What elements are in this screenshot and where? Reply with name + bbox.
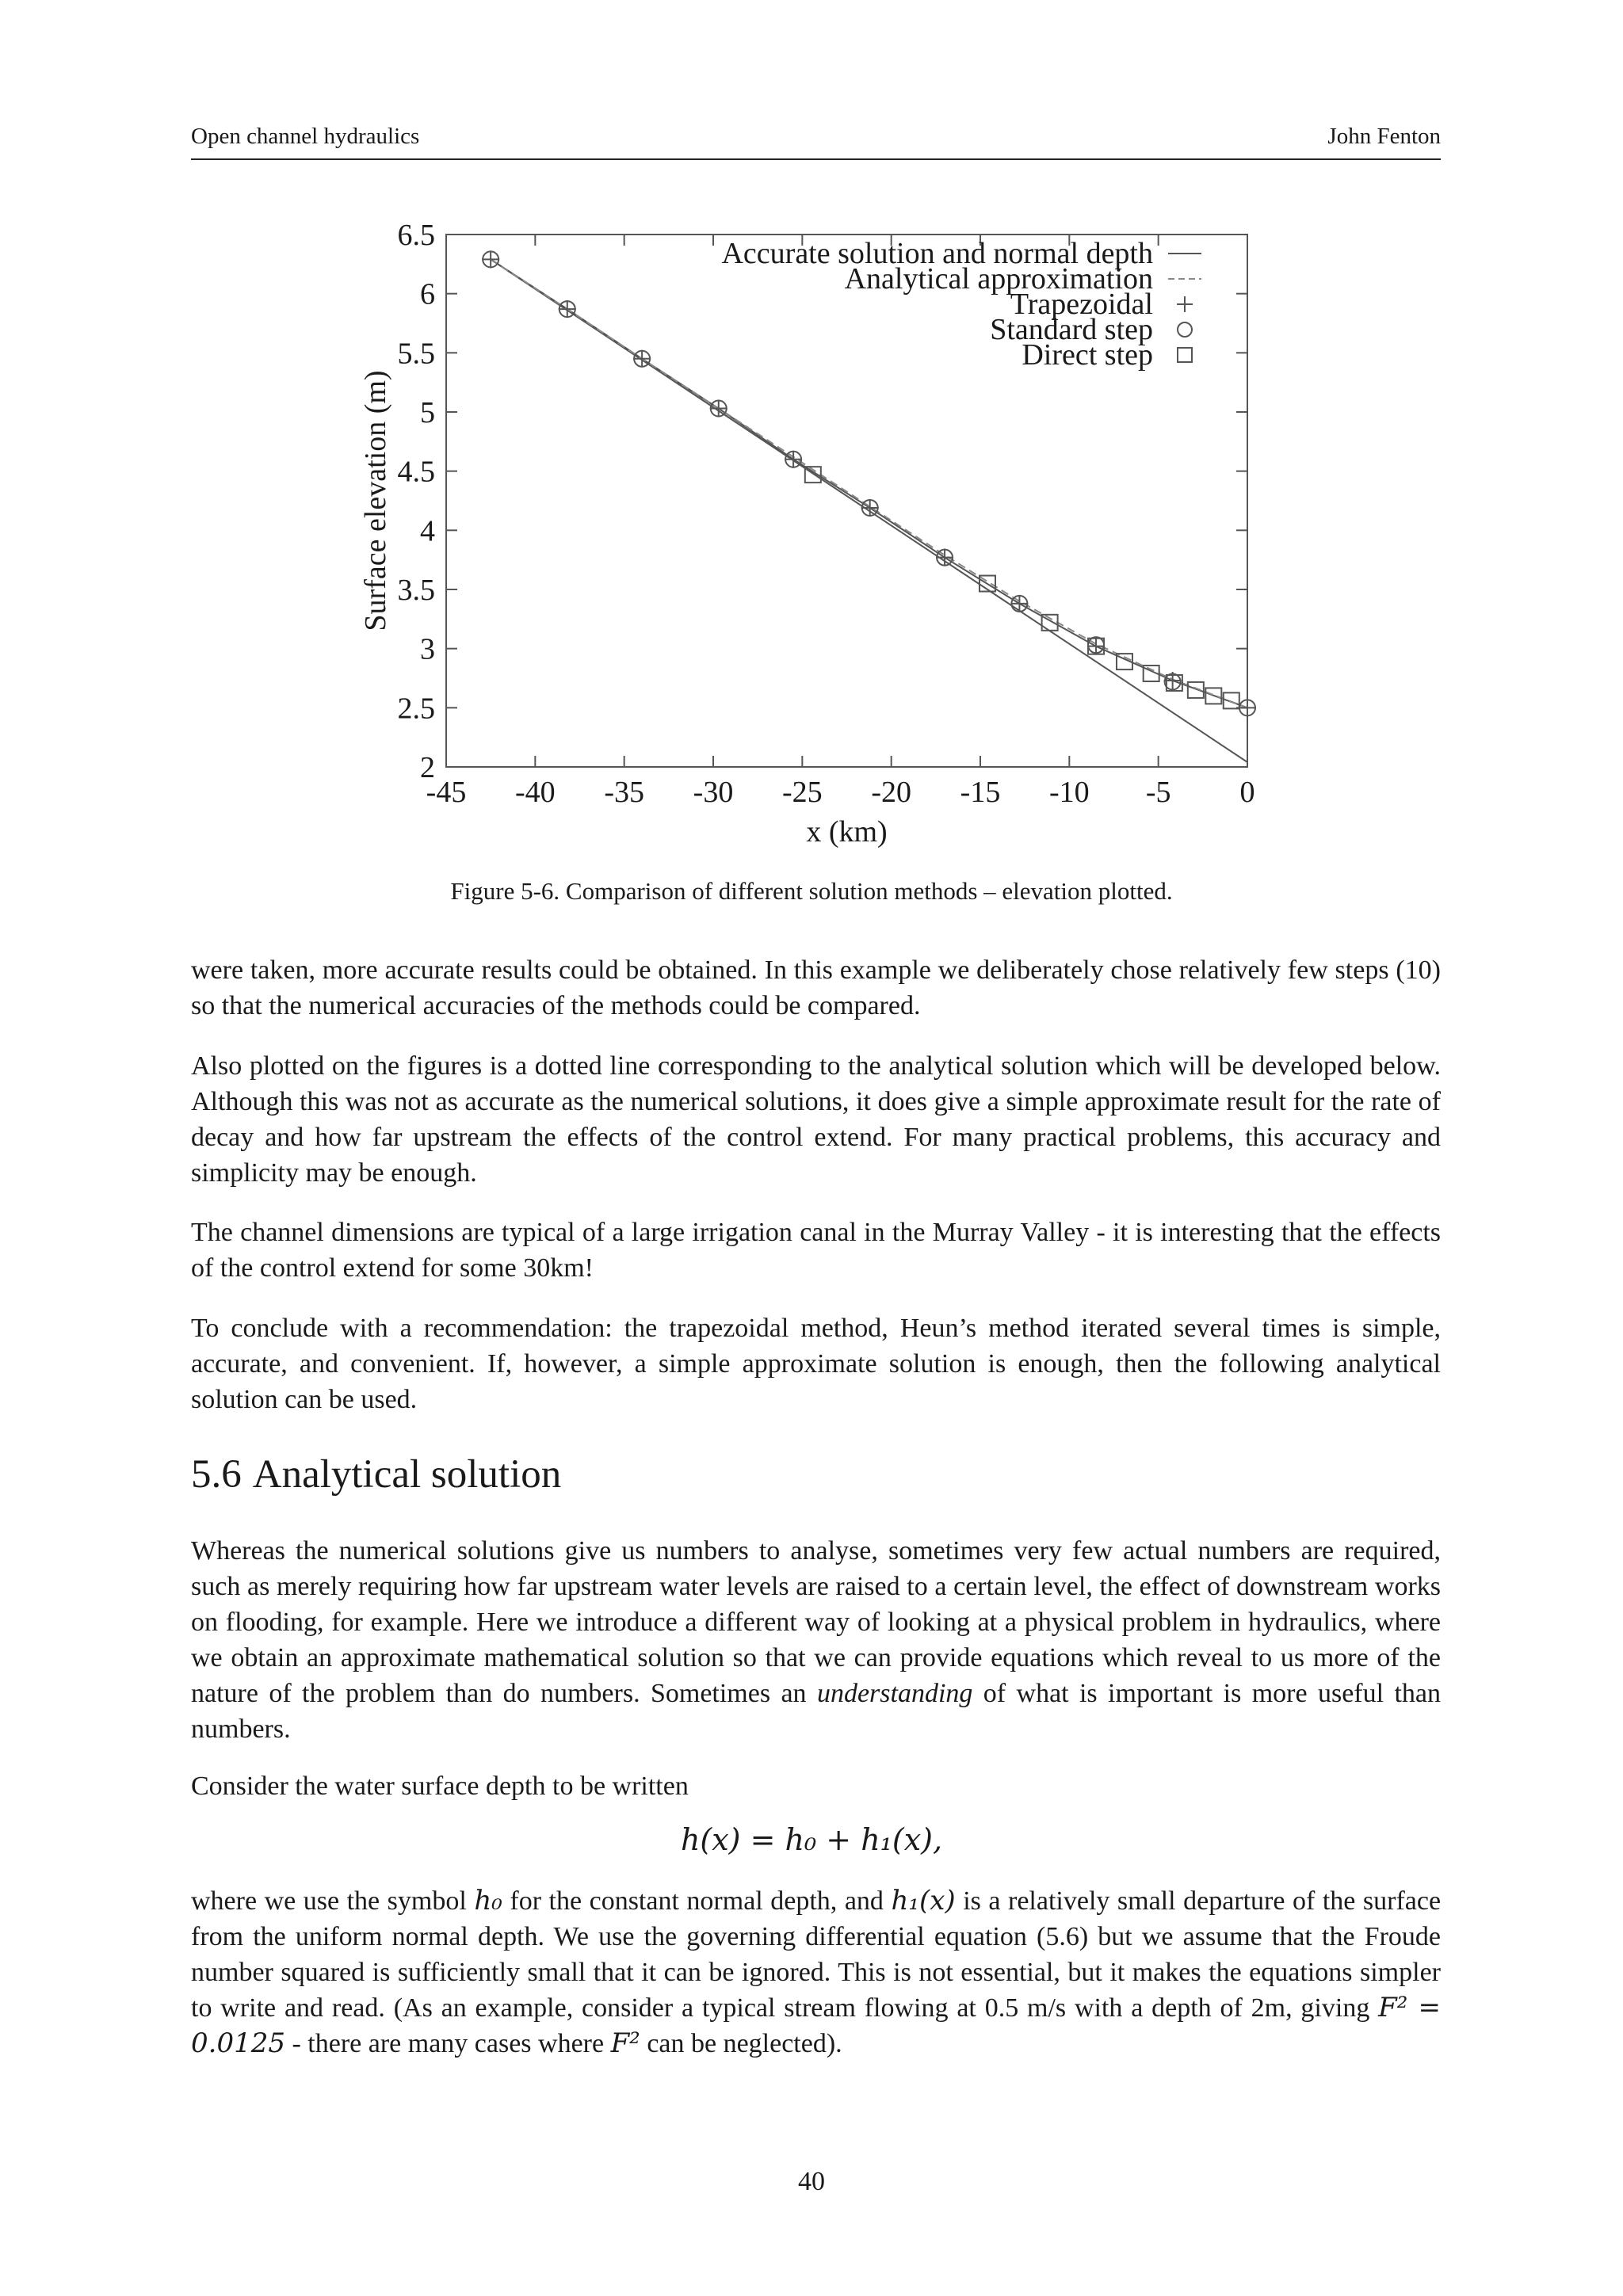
- legend-label: Direct step: [1022, 338, 1153, 372]
- y-tick-label: 3.5: [397, 574, 435, 607]
- x-tick-label: -35: [604, 776, 644, 809]
- p3-text-e: can be neglected).: [647, 2029, 842, 2058]
- p3-text-d: - there are many cases where: [292, 2029, 605, 2058]
- paragraph-2: Also plotted on the figures is a dotted line corresponding to the analytical solution which will be developed below. Although this was not as accurate as the numerical solutions, it does give a simple approximate result for the rate of decay and how far upstream the effects of the control extend. For many practical problems, this accuracy and simplicity may be enough.: [191, 1051, 1441, 1188]
- equation-text: h(x) = h₀ + h₁(x),: [680, 1822, 943, 1857]
- math-h1x: h₁(x): [891, 1885, 956, 1917]
- marker-direct-step: [1188, 682, 1204, 698]
- header-left: Open channel hydraulics: [191, 124, 420, 149]
- section-title-text: Analytical solution: [252, 1452, 562, 1497]
- figure-caption: Figure 5-6. Comparison of different solution methods – elevation plotted.: [450, 877, 1173, 905]
- x-tick-label: -40: [515, 776, 556, 809]
- section-paragraph-1: [191, 1533, 1441, 1747]
- section-number: 5.6: [191, 1452, 242, 1497]
- y-tick-label: 2: [420, 751, 435, 784]
- y-tick-label: 5.5: [397, 337, 435, 371]
- math-f2: F²: [610, 2027, 640, 2059]
- legend-swatch-square: [1178, 348, 1192, 362]
- legend-swatch-circle: [1178, 322, 1192, 337]
- p3-text-a: where we use the symbol: [191, 1886, 467, 1916]
- y-tick-label: 4.5: [397, 455, 435, 489]
- y-tick-label: 5: [420, 396, 435, 429]
- y-tick-label: 2.5: [397, 692, 435, 726]
- x-tick-label: -15: [960, 776, 1001, 809]
- legend-label: Accurate solution and normal depth: [721, 237, 1153, 270]
- legend-swatch-plus: [1177, 296, 1193, 312]
- math-f2-equation: F² = 0.0125: [191, 1992, 1441, 2059]
- legend-label: Standard step: [990, 313, 1153, 346]
- page-number: 40: [798, 2167, 825, 2196]
- y-tick-label: 3: [420, 632, 435, 666]
- legend-label: Analytical approximation: [844, 262, 1153, 296]
- section-p1-emphasis: understanding: [816, 1679, 973, 1708]
- y-tick-label: 6.5: [397, 219, 435, 252]
- math-h0: h₀: [474, 1885, 502, 1917]
- y-tick-label: 6: [420, 277, 435, 311]
- section-heading: [191, 1451, 561, 1497]
- p3-text-c: is a relatively small departure of the surface from the uniform normal depth. We use the governing differential equation (5.6) but we assume that the Froude number squared is sufficiently small that it can be ignored. This is not essential, but it makes the equations simpler to write and read. (As an example, consider a typical stream flowing at 0.5 m/s with a depth of 2m, giving: [191, 1886, 1442, 2023]
- x-tick-label: -10: [1049, 776, 1090, 809]
- x-tick-label: -30: [693, 776, 734, 809]
- section-paragraph-3: [191, 1883, 1441, 2061]
- figure-chart: [0, 0, 1623, 864]
- y-axis-label: Surface elevation (m): [359, 370, 392, 631]
- section-paragraph-2: Consider the water surface depth to be written: [191, 1772, 689, 1801]
- x-tick-label: 0: [1239, 776, 1255, 809]
- equation-h-of-x: [0, 1822, 1623, 1857]
- legend-label: Trapezoidal: [1010, 288, 1153, 321]
- p3-text-b: for the constant normal depth, and: [510, 1886, 884, 1916]
- x-tick-label: -20: [871, 776, 911, 809]
- section-p1-text-end: of what is important is more useful than numbers.: [191, 1679, 1441, 1744]
- paragraph-4: To conclude with a recommendation: the trapezoidal method, Heun’s method iterated several times is simple, accurate, and convenient. If, however, a simple approximate solution is enough, then the following analytical solution can be used.: [191, 1314, 1441, 1414]
- x-tick-label: -45: [426, 776, 467, 809]
- x-axis-label: x (km): [806, 815, 888, 849]
- y-tick-label: 4: [420, 514, 435, 548]
- x-tick-label: -25: [782, 776, 823, 809]
- x-tick-label: -5: [1145, 776, 1171, 809]
- section-p1-text: Whereas the numerical solutions give us numbers to analyse, sometimes very few actual numbers are required, such as merely requiring how far upstream water levels are raised to a certain level, the effect of downstream works on flooding, for example. Here we introduce a different way of looking at a physical problem in hydraulics, where we obtain an approximate mathematical solution so that we can provide equations which reveal to us more of the nature of the problem than do numbers. Sometimes an: [191, 1536, 1441, 1708]
- paragraph-3: The channel dimensions are typical of a large irrigation canal in the Murray Valley - it is interesting that the effects of the control extend for some 30km!: [191, 1218, 1441, 1283]
- paragraph-1: were taken, more accurate results could be obtained. In this example we deliberately chose relatively few steps (10) so that the numerical accuracies of the methods could be compared.: [191, 955, 1441, 1020]
- header-right: John Fenton: [1327, 124, 1441, 149]
